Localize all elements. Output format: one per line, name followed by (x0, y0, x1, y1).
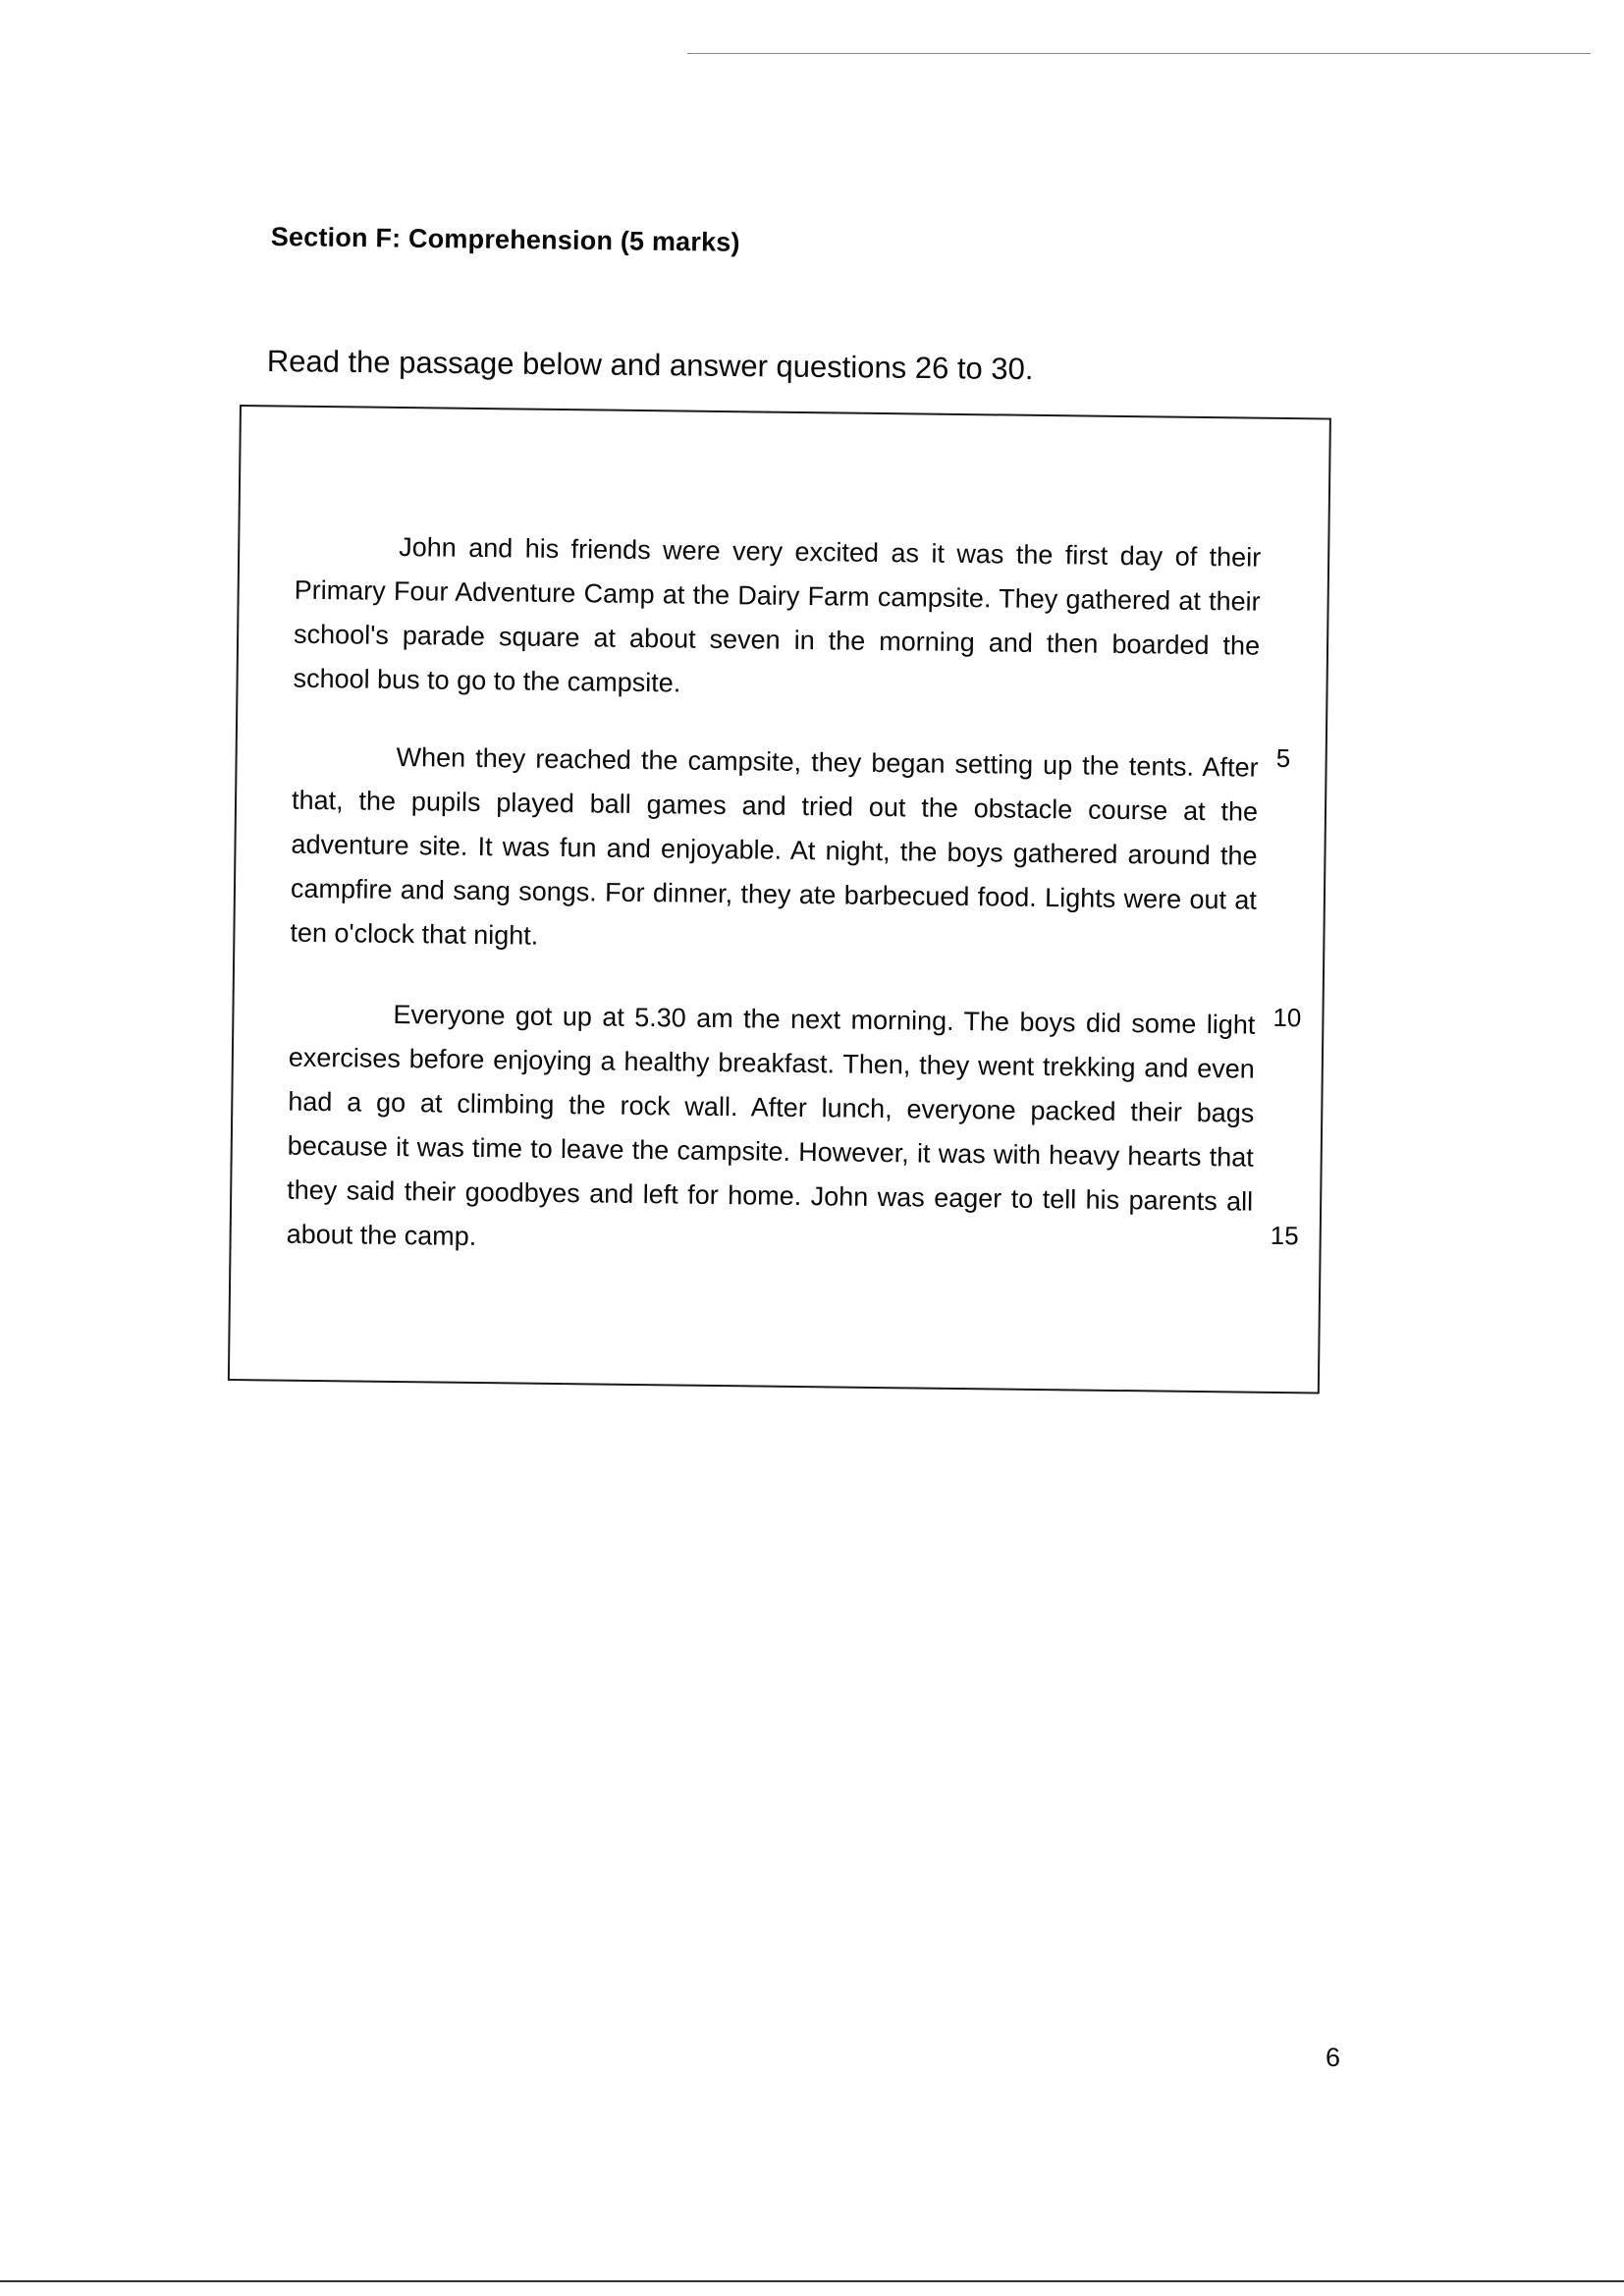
passage-paragraph-2: When they reached the campsite, they began setting up the tents. After that, the pupils played ball games and tried out the obstacle course at the adventure site. It was fun and enjoyable. At night, the boys gathered around the campfire and sang songs. For dinner, they ate barbecued food. Lights were out at ten o'clock that night. (290, 741, 1259, 951)
line-number-10: 10 (1272, 1002, 1302, 1033)
passage-paragraph-3: Everyone got up at 5.30 am the next morning. The boys did some light exercises before enjoying a healthy breakfast. Then, they went trekking and even had a go at climbing the rock wall. After lunch, everyone packed their bags because it was time to leave the campsite. However, it was with heavy hearts that they said their goodbyes and left for home. John was eager to tell his parents all about the camp. (286, 999, 1256, 1252)
line-number-5: 5 (1275, 742, 1291, 774)
section-heading: Section F: Comprehension (5 marks) (270, 222, 740, 257)
passage-paragraph-1: John and his friends were very excited as it was the first day of their Primary Four Adventure Camp at the Dairy Farm campsite. They gathered at their school's parade square at about seven in the morning and then boarded the school bus to go to the campsite. (293, 531, 1262, 698)
scan-edge-bottom (0, 2280, 1624, 2282)
passage-box (228, 405, 1331, 1394)
page-number: 6 (1326, 2043, 1341, 2072)
line-number-15: 15 (1270, 1220, 1299, 1251)
instruction-text: Read the passage below and answer questions 26 to 30. (266, 344, 1034, 387)
scan-edge-top (687, 53, 1591, 54)
